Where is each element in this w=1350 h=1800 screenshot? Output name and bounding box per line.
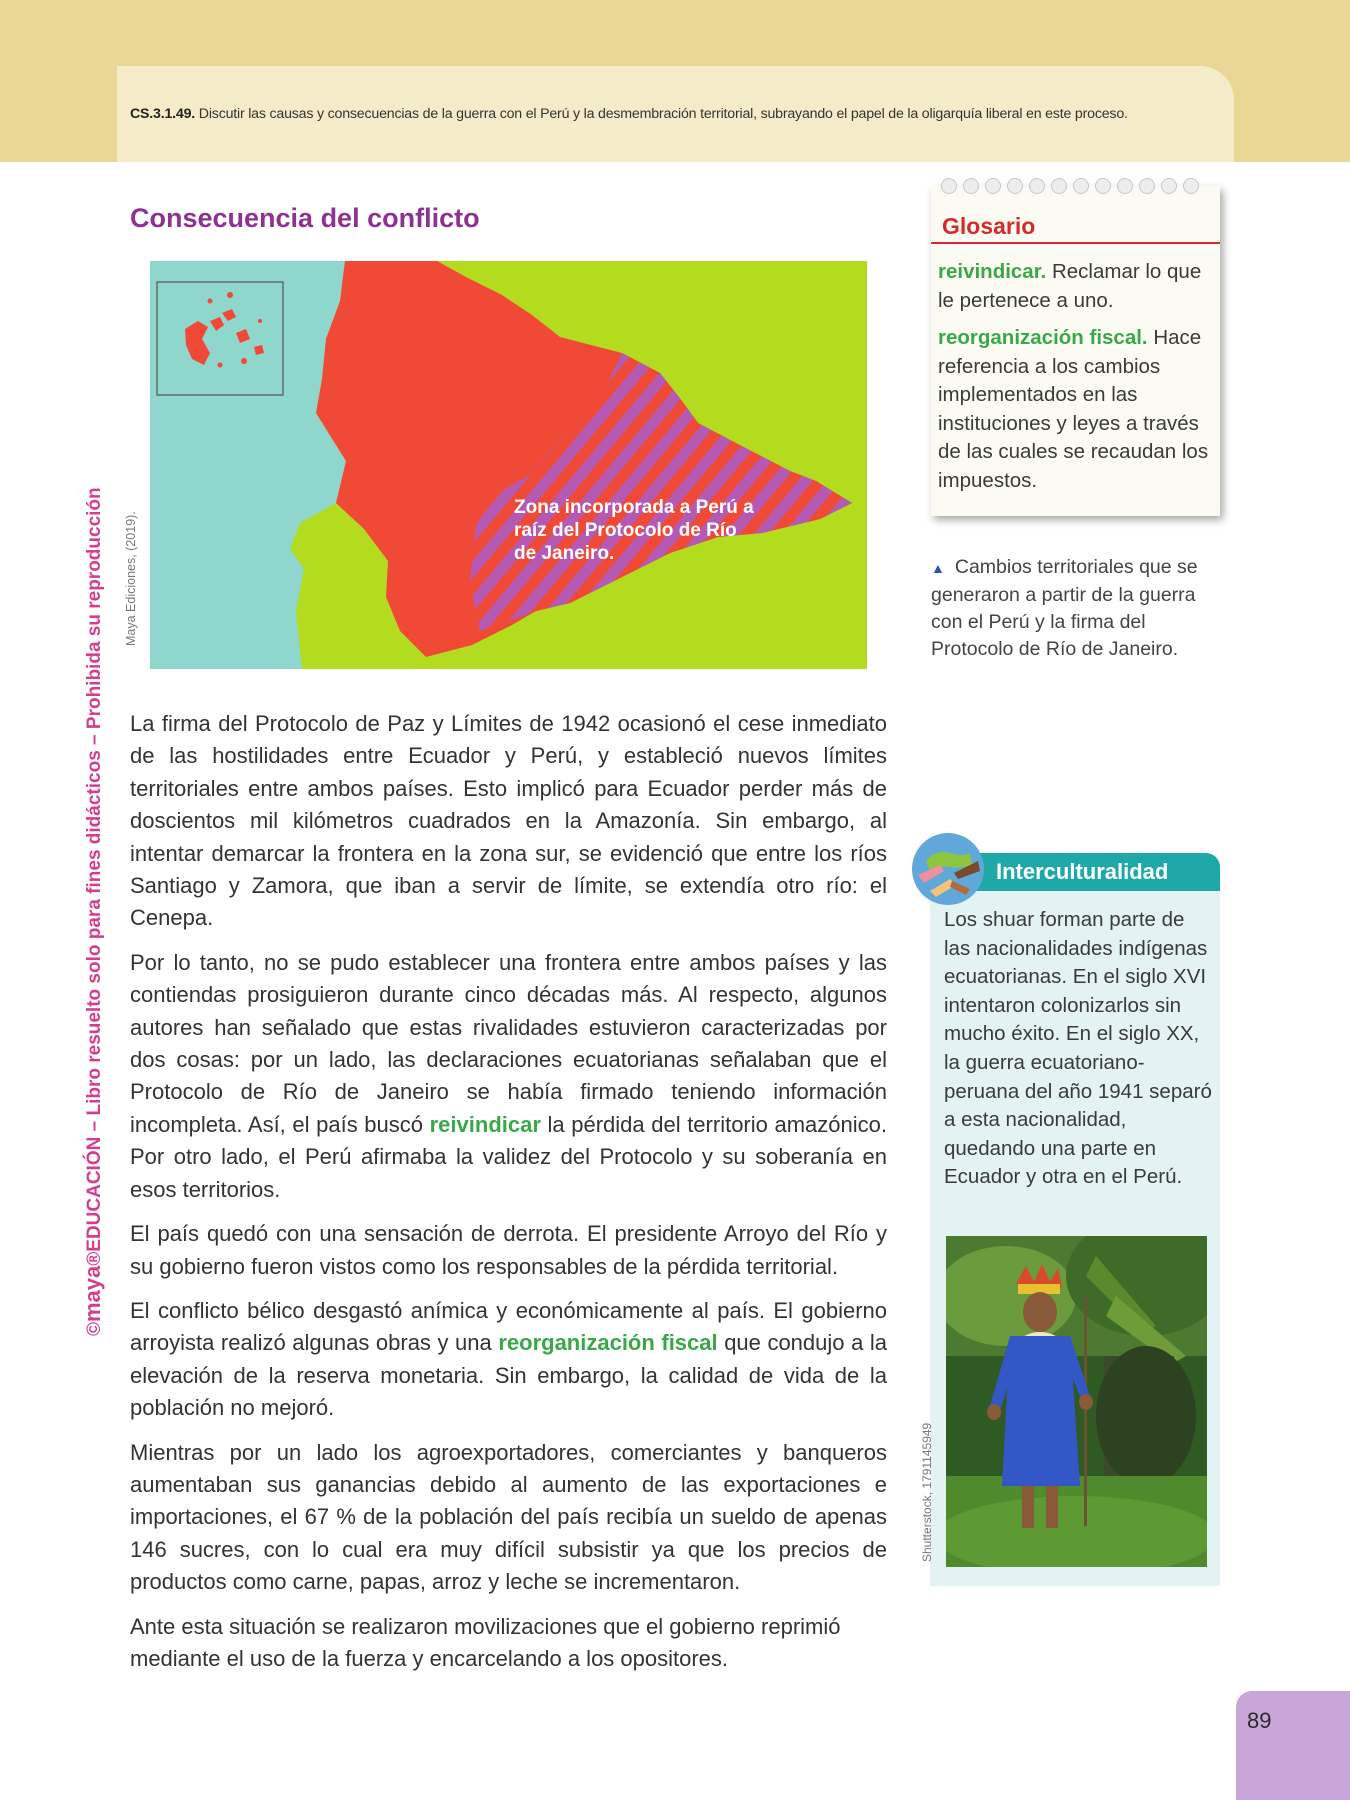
paragraph-4 [130, 1295, 887, 1425]
ring-icon [985, 178, 1001, 194]
ring-icon [1139, 178, 1155, 194]
page-number: 89 [1247, 1708, 1272, 1733]
paragraph-2-end: la pérdida del territorio amazónico. Por otro lado, el Perú afirmaba la validez del Protocolo y su soberanía en esos territorios. [130, 1111, 887, 1202]
ring-icon [1183, 178, 1199, 194]
paragraph-4-end: que condujo a la elevación de la reserva monetaria. Sin embargo, la calidad de vida de la población no mejoró. [130, 1330, 887, 1421]
ring-icon [1117, 178, 1133, 194]
page-number-tab [1236, 1691, 1350, 1800]
map-credit: Maya Ediciones, (2019). [124, 511, 138, 646]
ring-icon [963, 178, 979, 194]
island-small [258, 319, 262, 323]
brand-name: maya [80, 1265, 105, 1322]
island-floreana [218, 363, 223, 368]
map-zone-label: Zona incorporada a Perú a raíz del Protocolo de Río de Janeiro. [514, 497, 754, 564]
notebook-rings [931, 178, 1220, 198]
glossary-term: reorganización fiscal. [938, 326, 1148, 349]
section-title: Consecuencia del conflicto [130, 203, 480, 233]
island-genovesa [227, 292, 233, 298]
ring-icon [1095, 178, 1111, 194]
objective-text [130, 106, 1225, 122]
ring-icon [1161, 178, 1177, 194]
island-espanola [241, 358, 247, 364]
glossary-entry [938, 324, 1216, 495]
glossary-divider [931, 242, 1220, 244]
copyright-text: ®EDUCACIÓN – Libro resuelto solo para fines didácticos – Prohibida su reproducción [84, 487, 105, 1266]
territorial-map [150, 261, 867, 669]
triangle-icon: ▲ [931, 560, 945, 576]
paragraph-1: La firma del Protocolo de Paz y Límites de 1942 ocasionó el cese inmediato de las hostilidades entre Ecuador y Perú, y estableció nuevos límites territoriales entre ambos países. Esto implicó para Ecuador perder más de doscientos mil kilómetros cuadrados en la Amazonía. Sin embargo, al intentar demarcar la frontera en la zona sur, se evidenció que entre los ríos Santiago y Zamora, que iban a servir de límite, se extendía otro río: el Cenepa. [130, 711, 887, 931]
paragraph-3: El país quedó con una sensación de derrota. El presidente Arroyo del Río y su gobierno fueron vistos como los responsables de la pérdida territorial. [130, 1221, 887, 1279]
ring-icon [1007, 178, 1023, 194]
map-caption [931, 554, 1221, 663]
term-reorganizacion-fiscal: reorganización fiscal [498, 1330, 718, 1356]
photo-credit: Shutterstock, 1791145949 [920, 1422, 934, 1562]
ring-icon [1073, 178, 1089, 194]
interculturalidad-text: Los shuar forman parte de las nacionalidades indígenas ecuatorianas. En el siglo XVI intentaron colonizarlos sin mucho éxito. En el siglo XX, la guerra ecuatoriano-peruana del año 1941 separó a esta nacionalidad, quedando una parte en Ecuador y otra en el Perú. [944, 908, 1212, 1189]
shuar-photo [946, 1236, 1207, 1567]
main-text [130, 708, 887, 1687]
copyright-symbol: © [84, 1322, 105, 1336]
paragraph-2-start: Por lo tanto, no se pudo establecer una frontera entre ambos países y las contiendas prosiguieron durante cinco décadas más. Al respecto, algunos autores han señalado que estas rivalidades estuvieron caracterizadas por dos cosas: por un lado, las declaraciones ecuatorianas señalaban que el Protocolo de Río de Janeiro se había firmado teniendo información incompleta. Así, el país buscó [130, 949, 887, 1137]
ring-icon [1051, 178, 1067, 194]
ring-icon [1029, 178, 1045, 194]
caption-text: Cambios territoriales que se generaron a partir de la guerra con el Perú y la firma del Protocolo de Río de Janeiro. [931, 556, 1198, 660]
glossary-definition: Reclamar lo que le pertenece a uno. [938, 260, 1202, 312]
ring-icon [941, 178, 957, 194]
globe-hands-icon [910, 831, 986, 907]
paragraph-4-start: El conflicto bélico desgastó anímica y económicamente al país. El gobierno arroyista realizó algunas obras y una [130, 1297, 887, 1356]
glossary-term: reivindicar. [938, 260, 1047, 283]
objective-box [117, 66, 1234, 162]
interculturalidad-title: Interculturalidad [996, 859, 1169, 884]
term-reivindicar: reivindicar [429, 1111, 541, 1137]
paragraph-5: Mientras por un lado los agroexportadores, comerciantes y banqueros aumentaban sus ganancias debido al aumento de las exportaciones e importaciones, el 67 % de la población del país recibía un sueldo de apenas 146 sucres, con lo cual era muy difícil subsistir ya que los precios de productos como carne, papas, arroz y leche se incrementaron. [130, 1439, 887, 1595]
glossary-definition: Hace referencia a los cambios implementados en las instituciones y leyes a través de las cuales se recaudan los impuestos. [938, 326, 1209, 492]
objective-code: CS.3.1.49. [130, 106, 196, 122]
glossary-entry [938, 258, 1216, 315]
paragraph-6: Ante esta situación se realizaron movilizaciones que el gobierno reprimió mediante el uso de la fuerza y encarcelando a los opositores. [130, 1613, 841, 1671]
copyright-notice [80, 487, 106, 1336]
glossary-title: Glosario [942, 213, 1036, 239]
island-marchena [208, 299, 213, 304]
interculturalidad-header [960, 853, 1220, 891]
glossary-card [931, 186, 1220, 516]
objective-description: Discutir las causas y consecuencias de la guerra con el Perú y la desmembración territorial, subrayando el papel de la oligarquía liberal en este proceso. [198, 106, 1128, 122]
paragraph-2 [130, 947, 887, 1206]
map-graphic [150, 261, 867, 669]
